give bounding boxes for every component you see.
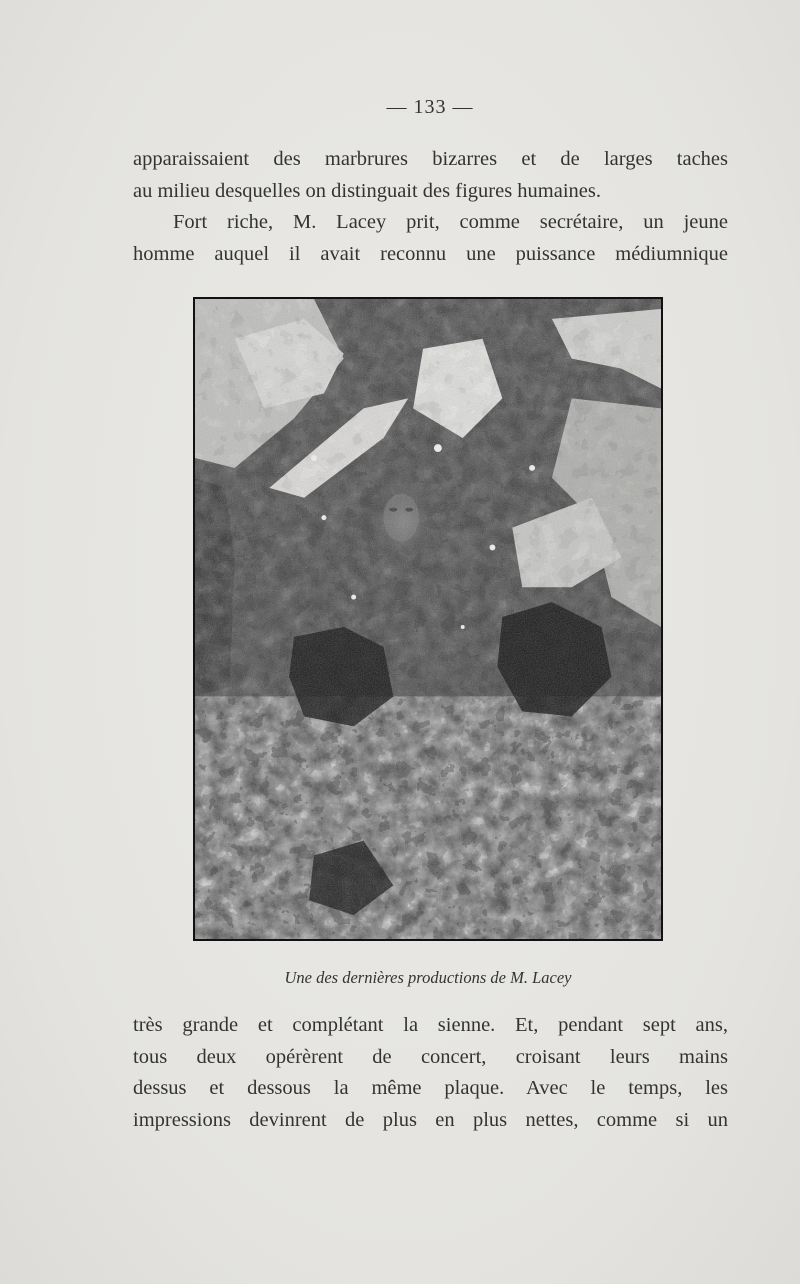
page-number: — 133 — (386, 96, 474, 118)
paragraph-start-line: Fort riche, M. Lacey prit, comme secrétaire, un jeune (173, 211, 728, 233)
text-line: dessus et dessous la même plaque. Avec le temps, les (133, 1077, 728, 1099)
figure-caption: Une des dernières productions de M. Lacey (284, 968, 572, 987)
text-line: homme auquel il avait reconnu une puissance médiumnique (133, 242, 728, 265)
bottom-text-block (133, 1010, 728, 1136)
text-line: au milieu desquelles on distinguait des figures humaines. (133, 179, 601, 202)
photograph-image (195, 299, 661, 939)
text-line: impressions devinrent de plus en plus nettes, comme si un (133, 1108, 728, 1131)
top-text-block (133, 144, 728, 270)
text-line: très grande et complétant la sienne. Et, pendant sept ans, (133, 1014, 728, 1036)
spirit-photograph (193, 297, 663, 941)
text-line: apparaissaient des marbrures bizarres et de larges taches (133, 148, 728, 170)
text-line: tous deux opérèrent de concert, croisant leurs mains (133, 1045, 728, 1068)
